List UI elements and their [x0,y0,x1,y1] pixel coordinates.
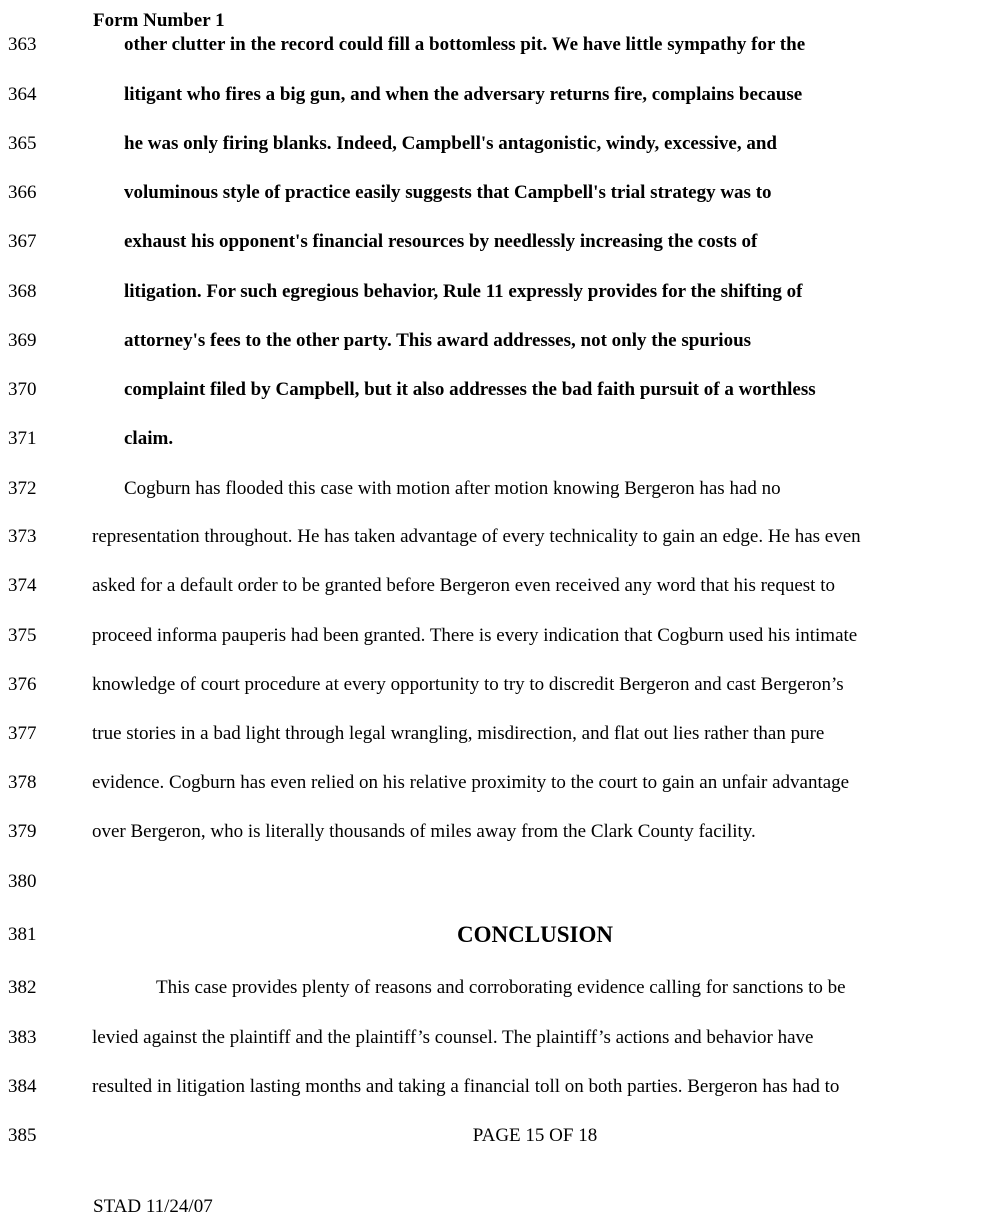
line-number: 369 [8,330,37,351]
body-text: This case provides plenty of reasons and corroborating evidence calling for sanctions to be [156,977,846,998]
footer-stamp: STAD 11/24/07 [93,1196,213,1217]
document-line [0,227,1000,257]
line-number: 371 [8,428,37,449]
document-line [0,30,1000,60]
document-line [0,920,1000,950]
document-line [0,817,1000,847]
body-text: levied against the plaintiff and the plaintiff’s counsel. The plaintiff’s actions and behavior have [92,1027,814,1048]
line-number: 379 [8,821,37,842]
document-line [0,867,1000,897]
document-line [0,522,1000,552]
quote-text: litigation. For such egregious behavior, Rule 11 expressly provides for the shifting of [124,281,803,302]
body-text: over Bergeron, who is literally thousands of miles away from the Clark County facility. [92,821,756,842]
line-number: 378 [8,772,37,793]
quote-text: claim. [124,428,174,449]
line-number: 363 [8,34,37,55]
body-text: Cogburn has flooded this case with motion after motion knowing Bergeron has had no [124,478,781,499]
document-line [0,768,1000,798]
line-number: 372 [8,478,37,499]
line-number: 377 [8,723,37,744]
quote-text: he was only firing blanks. Indeed, Campbell's antagonistic, windy, excessive, and [124,133,777,154]
quote-text: other clutter in the record could fill a bottomless pit. We have little sympathy for the [124,34,806,55]
quote-text: litigant who fires a big gun, and when the adversary returns fire, complains because [124,84,803,105]
body-text: resulted in litigation lasting months and taking a financial toll on both parties. Bergeron has had to [92,1076,840,1097]
line-number: 384 [8,1076,37,1097]
line-number: 368 [8,281,37,302]
quote-text: voluminous style of practice easily suggests that Campbell's trial strategy was to [124,182,772,203]
document-line [0,1072,1000,1102]
line-number: 376 [8,674,37,695]
line-number: 367 [8,231,37,252]
body-text: proceed informa pauperis had been granted. There is every indication that Cogburn used his intimate [92,625,858,646]
document-line [0,474,1000,504]
line-number: 375 [8,625,37,646]
line-number: 385 [8,1125,37,1146]
document-line [0,571,1000,601]
form-header: Form Number 1 [93,10,225,31]
body-text: knowledge of court procedure at every opportunity to try to discredit Bergeron and cast Bergeron’s [92,674,844,695]
line-number: 382 [8,977,37,998]
line-number: 374 [8,575,37,596]
quote-text: complaint filed by Campbell, but it also addresses the bad faith pursuit of a worthless [124,379,816,400]
line-number: 365 [8,133,37,154]
document-line [0,1121,1000,1151]
document-line [0,973,1000,1003]
body-text: true stories in a bad light through legal wrangling, misdirection, and flat out lies rather than pure [92,723,825,744]
line-number: 364 [8,84,37,105]
document-line [0,80,1000,110]
document-line [0,375,1000,405]
page-number: PAGE 15 OF 18 [472,1125,598,1146]
document-line [0,178,1000,208]
line-number: 370 [8,379,37,400]
quote-text: exhaust his opponent's financial resources by needlessly increasing the costs of [124,231,758,252]
line-number: 381 [8,924,37,945]
document-line [0,326,1000,356]
line-number: 383 [8,1027,37,1048]
line-number: 373 [8,526,37,547]
document-line [0,719,1000,749]
document-line [0,277,1000,307]
document-line [0,670,1000,700]
body-text: representation throughout. He has taken advantage of every technicality to gain an edge. He has even [92,526,861,547]
body-text: asked for a default order to be granted before Bergeron even received any word that his request to [92,575,835,596]
body-text: evidence. Cogburn has even relied on his relative proximity to the court to gain an unfair advantage [92,772,850,793]
line-number: 380 [8,871,37,892]
section-heading: CONCLUSION [457,922,613,947]
quote-text: attorney's fees to the other party. This award addresses, not only the spurious [124,330,752,351]
document-line [0,1023,1000,1053]
document-line [0,621,1000,651]
document-line [0,424,1000,454]
line-number: 366 [8,182,37,203]
document-line [0,129,1000,159]
